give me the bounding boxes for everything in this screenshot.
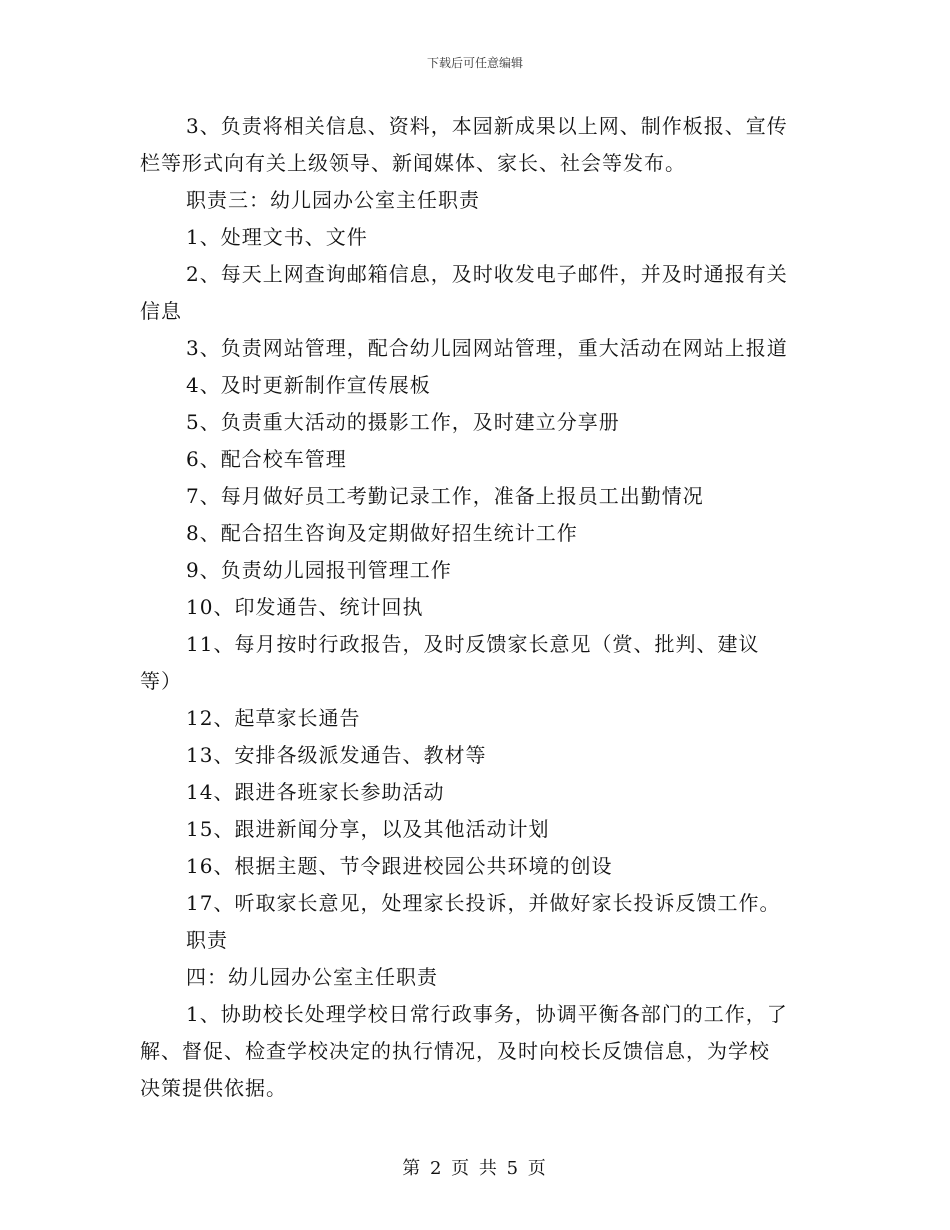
header-note: 下载后可任意编辑 (426, 56, 523, 70)
text-line: 17、听取家长意见，处理家长投诉，并做好家长投诉反馈工作。 (186, 891, 781, 915)
page-number: 第 2 页 共 5 页 (402, 1158, 548, 1179)
text-line: 10、印发通告、统计回执 (186, 595, 424, 619)
text-line: 5、负责重大活动的摄影工作，及时建立分享册 (186, 410, 620, 434)
text-line: 16、根据主题、节令跟进校园公共环境的创设 (186, 854, 613, 878)
text-line: 栏等形式向有关上级领导、新闻媒体、家长、社会等发布。 (140, 151, 686, 175)
text-line: 3、负责网站管理，配合幼儿园网站管理，重大活动在网站上报道 (186, 336, 788, 360)
text-line: 四：幼儿园办公室主任职责 (186, 965, 438, 989)
document-body (140, 108, 810, 1107)
text-line: 解、督促、检查学校决定的执行情况，及时向校长反馈信息，为学校 (140, 1039, 770, 1063)
text-line: 2、每天上网查询邮箱信息，及时收发电子邮件，并及时通报有关 (186, 262, 788, 286)
text-line: 职责三：幼儿园办公室主任职责 (186, 188, 480, 212)
text-line: 14、跟进各班家长参助活动 (186, 780, 445, 804)
text-line: 1、处理文书、文件 (186, 225, 368, 249)
text-line: 13、安排各级派发通告、教材等 (186, 743, 487, 767)
text-line: 9、负责幼儿园报刊管理工作 (186, 558, 452, 582)
text-line: 等） (140, 669, 182, 693)
text-line: 1、协助校长处理学校日常行政事务，协调平衡各部门的工作，了 (186, 1002, 788, 1026)
text-line: 11、每月按时行政报告，及时反馈家长意见（赏、批判、建议 (186, 632, 760, 656)
text-line: 12、起草家长通告 (186, 706, 361, 730)
text-line: 7、每月做好员工考勤记录工作，准备上报员工出勤情况 (186, 484, 704, 508)
text-line: 3、负责将相关信息、资料，本园新成果以上网、制作板报、宣传 (186, 114, 788, 138)
text-line: 6、配合校车管理 (186, 447, 347, 471)
text-line: 4、及时更新制作宣传展板 (186, 373, 431, 397)
text-line: 职责 (186, 928, 228, 952)
text-line: 8、配合招生咨询及定期做好招生统计工作 (186, 521, 578, 545)
text-line: 决策提供依据。 (140, 1076, 287, 1100)
text-line: 15、跟进新闻分享，以及其他活动计划 (186, 817, 550, 841)
text-line: 信息 (140, 299, 182, 323)
